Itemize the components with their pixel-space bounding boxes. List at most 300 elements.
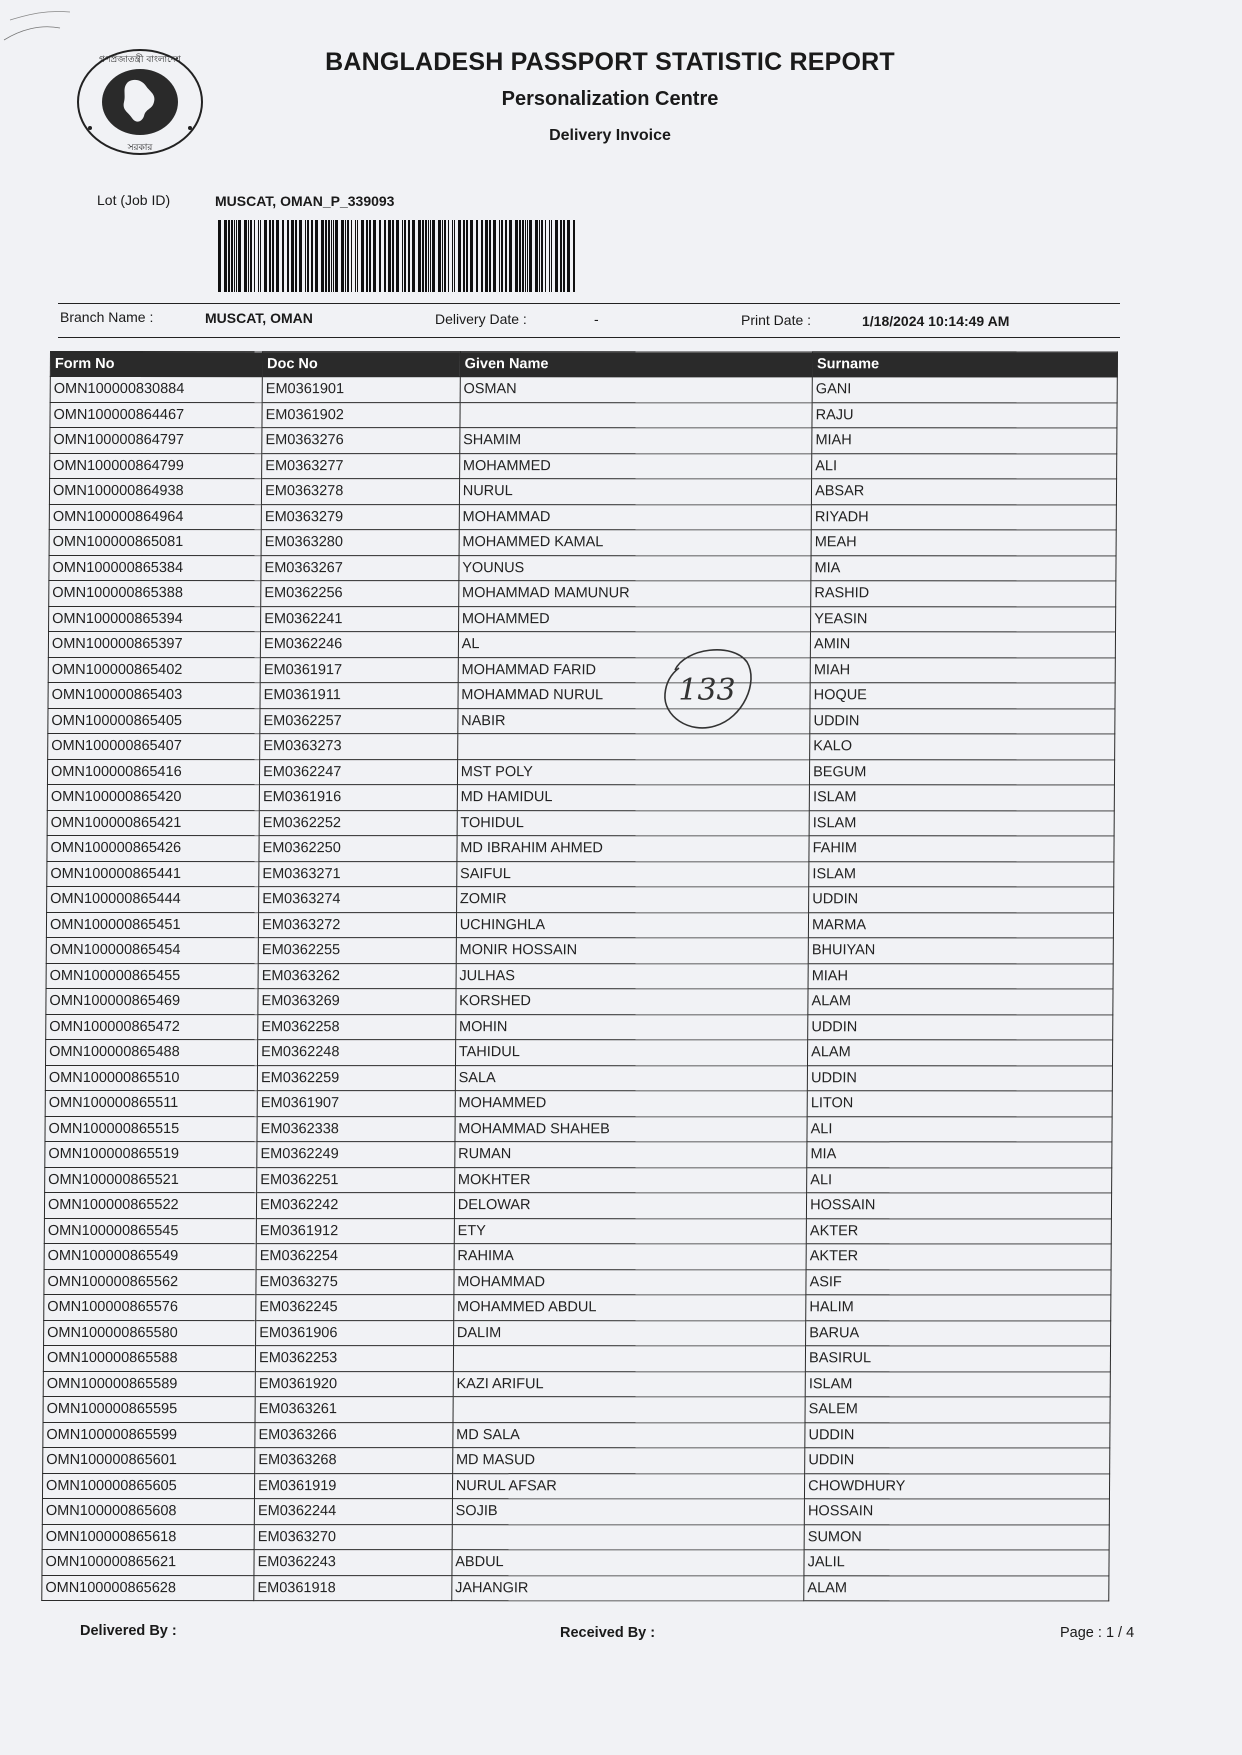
- table-row: [49, 530, 1116, 556]
- doc-no-cell: EM0363270: [254, 1524, 452, 1550]
- delivery-table: [41, 351, 1118, 1601]
- table-row: [48, 657, 1115, 683]
- table-row: [47, 887, 1114, 913]
- surname-cell: FAHIM: [809, 836, 1114, 862]
- given-name-cell: RAHIMA: [454, 1244, 807, 1270]
- given-name-cell: NURUL: [459, 479, 812, 505]
- form-no-cell: OMN100000865522: [44, 1193, 256, 1219]
- form-no-cell: OMN100000865545: [44, 1218, 256, 1244]
- table-row: [43, 1397, 1110, 1423]
- barcode-bar: [573, 220, 575, 292]
- barcode-bar: [428, 220, 429, 292]
- form-no-cell: OMN100000865601: [43, 1448, 255, 1474]
- surname-cell: UDDIN: [810, 708, 1115, 734]
- table-row: [49, 555, 1116, 581]
- table-row: [45, 1065, 1112, 1091]
- barcode-bar: [525, 220, 526, 292]
- barcode-bar: [458, 220, 461, 292]
- surname-cell: MIAH: [808, 963, 1113, 989]
- given-name-cell: KAZI ARIFUL: [453, 1371, 806, 1397]
- barcode-bar: [345, 220, 346, 292]
- surname-cell: ASIF: [806, 1269, 1111, 1295]
- barcode-bar: [287, 220, 289, 292]
- barcode-bar: [224, 220, 227, 292]
- form-no-cell: OMN100000865618: [42, 1524, 254, 1550]
- form-no-cell: OMN100000865402: [48, 657, 260, 683]
- given-name-cell: MD SALA: [453, 1422, 806, 1448]
- doc-no-cell: EM0362247: [260, 759, 458, 785]
- form-no-cell: OMN100000865469: [46, 989, 258, 1015]
- given-name-cell: SALA: [455, 1065, 808, 1091]
- doc-no-cell: EM0362255: [258, 938, 456, 964]
- barcode-bar: [501, 220, 503, 292]
- barcode-bar: [448, 220, 449, 292]
- doc-no-cell: EM0363276: [262, 428, 460, 454]
- doc-no-cell: EM0361918: [254, 1575, 452, 1601]
- form-no-cell: OMN100000865416: [47, 759, 259, 785]
- given-name-cell: MD HAMIDUL: [457, 785, 810, 811]
- table-row: [47, 836, 1114, 862]
- lot-value: MUSCAT, OMAN_P_339093: [215, 193, 395, 209]
- table-row: [50, 377, 1117, 403]
- barcode-bar: [438, 220, 441, 292]
- doc-no-cell: EM0363273: [260, 734, 458, 760]
- table-row: [50, 402, 1117, 428]
- barcode-bar: [430, 220, 431, 292]
- given-name-cell: ABDUL: [452, 1550, 805, 1576]
- barcode-bar: [291, 220, 294, 292]
- barcode-bar: [325, 220, 327, 292]
- barcode-bar: [347, 220, 349, 292]
- surname-cell: ABSAR: [812, 479, 1117, 505]
- barcode-bar: [463, 220, 465, 292]
- barcode-bar: [549, 220, 550, 292]
- table-row: [47, 810, 1114, 836]
- doc-no-cell: EM0363277: [262, 453, 460, 479]
- barcode-bar: [361, 220, 364, 292]
- doc-no-cell: EM0362338: [257, 1116, 455, 1142]
- report-title: BANGLADESH PASSPORT STATISTIC REPORT: [325, 48, 895, 76]
- form-no-cell: OMN100000865562: [44, 1269, 256, 1295]
- form-no-cell: OMN100000865472: [46, 1014, 258, 1040]
- surname-cell: UDDIN: [805, 1448, 1110, 1474]
- table-row: [45, 1167, 1112, 1193]
- doc-no-cell: EM0361907: [257, 1091, 455, 1117]
- barcode-bar: [321, 220, 324, 292]
- barcode-bar: [522, 220, 524, 292]
- given-name-cell: [457, 734, 810, 760]
- barcode-bar: [489, 220, 491, 292]
- given-name-cell: MOHAMMAD: [459, 504, 812, 530]
- form-no-cell: OMN100000865426: [47, 836, 259, 862]
- doc-no-cell: EM0361901: [262, 377, 460, 403]
- given-name-cell: JULHAS: [456, 963, 809, 989]
- table-row: [45, 1116, 1112, 1142]
- given-name-cell: NURUL AFSAR: [452, 1473, 805, 1499]
- doc-no-cell: EM0362254: [256, 1244, 454, 1270]
- given-name-cell: AL: [458, 632, 811, 658]
- table-row: [44, 1218, 1111, 1244]
- barcode-bar: [369, 220, 371, 292]
- surname-cell: BASIRUL: [805, 1346, 1110, 1372]
- form-no-cell: OMN100000865388: [49, 581, 261, 607]
- table-row: [46, 1040, 1113, 1066]
- doc-no-cell: EM0363279: [261, 504, 459, 530]
- barcode-bar: [392, 220, 394, 292]
- given-name-cell: [460, 402, 813, 428]
- barcode-bar: [476, 220, 478, 292]
- surname-cell: BARUA: [806, 1320, 1111, 1346]
- surname-cell: ALAM: [808, 989, 1113, 1015]
- delivery-date-label: Delivery Date :: [435, 311, 527, 327]
- surname-cell: YEASIN: [811, 606, 1116, 632]
- barcode-bar: [357, 220, 358, 292]
- barcode-bar: [505, 220, 507, 292]
- doc-no-cell: EM0363274: [259, 887, 457, 913]
- barcode-bar: [250, 220, 252, 292]
- doc-no-cell: EM0363269: [258, 989, 456, 1015]
- form-no-cell: OMN100000865397: [48, 632, 260, 658]
- given-name-cell: MST POLY: [457, 759, 810, 785]
- pen-scribble-decoration: [0, 0, 120, 80]
- doc-no-cell: EM0363267: [261, 555, 459, 581]
- barcode-bar: [238, 220, 241, 292]
- doc-no-cell: EM0362250: [259, 836, 457, 862]
- barcode-bar: [481, 220, 483, 292]
- barcode-bar: [560, 220, 562, 292]
- table-row: [43, 1422, 1110, 1448]
- barcode-bar: [373, 220, 376, 292]
- table-row: [42, 1575, 1109, 1601]
- form-no-cell: OMN100000865421: [47, 810, 259, 836]
- table-row: [49, 504, 1116, 530]
- form-no-cell: OMN100000865576: [44, 1295, 256, 1321]
- form-no-cell: OMN100000864799: [50, 453, 262, 479]
- barcode-bar: [541, 220, 543, 292]
- surname-cell: MIAH: [810, 657, 1115, 683]
- surname-cell: RIYADH: [811, 504, 1116, 530]
- barcode-bar: [402, 220, 403, 292]
- doc-no-cell: EM0362245: [256, 1295, 454, 1321]
- barcode-bar: [260, 220, 261, 292]
- surname-cell: ALAM: [808, 1040, 1113, 1066]
- barcode-bar: [551, 220, 552, 292]
- form-no-cell: OMN100000865405: [48, 708, 260, 734]
- print-date-value: 1/18/2024 10:14:49 AM: [862, 313, 1010, 329]
- given-name-cell: [453, 1397, 806, 1423]
- doc-no-cell: EM0363275: [256, 1269, 454, 1295]
- table-row: [49, 479, 1116, 505]
- doc-no-cell: EM0361912: [256, 1218, 454, 1244]
- doc-no-cell: EM0363272: [259, 912, 457, 938]
- form-no-cell: OMN100000865549: [44, 1244, 256, 1270]
- given-name-cell: OSMAN: [460, 377, 813, 403]
- surname-cell: HOQUE: [810, 683, 1115, 709]
- surname-cell: ISLAM: [805, 1371, 1110, 1397]
- form-no-cell: OMN100000865511: [45, 1091, 257, 1117]
- barcode-bar: [563, 220, 565, 292]
- barcode-bar: [307, 220, 309, 292]
- barcode-bar: [254, 220, 255, 292]
- given-name-cell: TAHIDUL: [455, 1040, 808, 1066]
- form-no-cell: OMN100000864797: [50, 428, 262, 454]
- surname-cell: HALIM: [806, 1295, 1111, 1321]
- given-name-cell: MOHIN: [455, 1014, 808, 1040]
- doc-no-cell: EM0363262: [258, 963, 456, 989]
- surname-cell: ALAM: [804, 1575, 1109, 1601]
- barcode-bar: [328, 220, 330, 292]
- surname-cell: MIA: [811, 555, 1116, 581]
- doc-no-cell: EM0362243: [254, 1550, 452, 1576]
- page-number: Page : 1 / 4: [1060, 1625, 1135, 1641]
- doc-no-cell: EM0361902: [262, 402, 460, 428]
- form-no-cell: OMN100000865455: [46, 963, 258, 989]
- divider: [58, 303, 1120, 304]
- handwritten-circled-note: [655, 640, 755, 740]
- barcode-bar: [418, 220, 421, 292]
- surname-cell: HOSSAIN: [804, 1499, 1109, 1525]
- delivered-by-label: Delivered By :: [80, 1623, 177, 1639]
- doc-no-cell: EM0361917: [260, 657, 458, 683]
- barcode-bar: [351, 220, 352, 292]
- surname-cell: ISLAM: [809, 810, 1114, 836]
- given-name-cell: SHAMIM: [460, 428, 813, 454]
- given-name-cell: ZOMIR: [456, 887, 809, 913]
- doc-no-cell: EM0361920: [255, 1371, 453, 1397]
- given-name-cell: MOHAMMED ABDUL: [453, 1295, 806, 1321]
- surname-cell: MARMA: [808, 912, 1113, 938]
- handwritten-note-text: 133: [678, 673, 736, 708]
- given-name-cell: TOHIDUL: [457, 810, 810, 836]
- form-no-cell: OMN100000865515: [45, 1116, 257, 1142]
- doc-no-cell: EM0362253: [255, 1346, 453, 1372]
- form-no-cell: OMN100000865621: [42, 1550, 254, 1576]
- table-row: [46, 938, 1113, 964]
- barcode-bar: [228, 220, 230, 292]
- given-name-cell: DALIM: [453, 1320, 806, 1346]
- table-header-row: [50, 352, 1117, 377]
- column-header-form-no: Form No: [50, 352, 262, 377]
- form-no-cell: OMN100000865403: [48, 683, 260, 709]
- doc-no-cell: EM0361906: [256, 1320, 454, 1346]
- document-type: Delivery Invoice: [549, 127, 671, 144]
- barcode-bar: [355, 220, 356, 292]
- table-row: [44, 1193, 1111, 1219]
- form-no-cell: OMN100000865454: [46, 938, 258, 964]
- barcode-bar: [248, 220, 249, 292]
- form-no-cell: OMN100000865580: [44, 1320, 256, 1346]
- form-no-cell: OMN100000865444: [47, 887, 259, 913]
- surname-cell: ISLAM: [809, 785, 1114, 811]
- given-name-cell: JAHANGIR: [452, 1575, 805, 1601]
- barcode-bar: [515, 220, 518, 292]
- doc-no-cell: EM0363266: [255, 1422, 453, 1448]
- barcode-bar: [264, 220, 267, 292]
- table-row: [43, 1371, 1110, 1397]
- given-name-cell: MD MASUD: [452, 1448, 805, 1474]
- form-no-cell: OMN100000865488: [46, 1040, 258, 1066]
- barcode-bar: [218, 220, 221, 292]
- barcode-bar: [545, 220, 546, 292]
- surname-cell: MIAH: [812, 428, 1117, 454]
- form-no-cell: OMN100000865441: [47, 861, 259, 887]
- barcode-bar: [519, 220, 521, 292]
- form-no-cell: OMN100000865394: [49, 606, 261, 632]
- table-row: [42, 1473, 1109, 1499]
- given-name-cell: MOHAMMAD: [454, 1269, 807, 1295]
- form-no-cell: OMN100000865521: [45, 1167, 257, 1193]
- surname-cell: ALI: [807, 1116, 1112, 1142]
- doc-no-cell: EM0362259: [257, 1065, 455, 1091]
- surname-cell: AKTER: [806, 1218, 1111, 1244]
- given-name-cell: YOUNUS: [459, 555, 812, 581]
- surname-cell: MEAH: [811, 530, 1116, 556]
- table-row: [42, 1499, 1109, 1525]
- barcode-bar: [555, 220, 558, 292]
- barcode-bar: [535, 220, 538, 292]
- table-row: [44, 1269, 1111, 1295]
- barcode-bar: [366, 220, 368, 292]
- barcode-bar: [311, 220, 313, 292]
- delivery-date-value: -: [594, 311, 599, 327]
- table-row: [49, 606, 1116, 632]
- given-name-cell: MOHAMMED: [455, 1091, 808, 1117]
- surname-cell: SALEM: [805, 1397, 1110, 1423]
- given-name-cell: MOHAMMAD SHAHEB: [455, 1116, 808, 1142]
- barcode-bar: [331, 220, 332, 292]
- given-name-cell: MOHAMMED: [458, 606, 811, 632]
- surname-cell: BHUIYAN: [808, 938, 1113, 964]
- table-row: [47, 759, 1114, 785]
- barcode-bar: [425, 220, 427, 292]
- surname-cell: UDDIN: [809, 887, 1114, 913]
- doc-no-cell: EM0363268: [255, 1448, 453, 1474]
- form-no-cell: OMN100000865589: [43, 1371, 255, 1397]
- given-name-cell: RUMAN: [455, 1142, 808, 1168]
- table-row: [47, 861, 1114, 887]
- table-row: [48, 632, 1115, 658]
- table-row: [49, 581, 1116, 607]
- barcode-bar: [422, 220, 424, 292]
- barcode-bar: [509, 220, 512, 292]
- column-header-given-name: Given Name: [460, 352, 813, 377]
- table-row: [42, 1550, 1109, 1576]
- given-name-cell: SOJIB: [452, 1499, 805, 1525]
- lot-label: Lot (Job ID): [97, 192, 171, 208]
- table-row: [48, 708, 1115, 734]
- doc-no-cell: EM0362248: [258, 1040, 456, 1066]
- given-name-cell: SAIFUL: [457, 861, 810, 887]
- given-name-cell: MOHAMMAD FARID: [458, 657, 811, 683]
- surname-cell: UDDIN: [807, 1065, 1112, 1091]
- form-no-cell: OMN100000865628: [42, 1575, 254, 1601]
- surname-cell: ALI: [812, 453, 1117, 479]
- print-date-label: Print Date :: [741, 312, 812, 328]
- barcode-bar: [236, 220, 237, 292]
- given-name-cell: [452, 1524, 805, 1550]
- surname-cell: LITON: [807, 1091, 1112, 1117]
- barcode-bar: [404, 220, 406, 292]
- barcode-bar: [567, 220, 570, 292]
- doc-no-cell: EM0362257: [260, 708, 458, 734]
- barcode-bar: [299, 220, 302, 292]
- svg-text:গণপ্রজাতন্ত্রী বাংলাদেশ: গণপ্রজাতন্ত্রী বাংলাদেশ: [99, 55, 181, 65]
- surname-cell: AKTER: [806, 1244, 1111, 1270]
- surname-cell: UDDIN: [808, 1014, 1113, 1040]
- given-name-cell: MOHAMMAD NURUL: [458, 683, 811, 709]
- doc-no-cell: EM0362242: [257, 1193, 455, 1219]
- surname-cell: CHOWDHURY: [805, 1473, 1110, 1499]
- given-name-cell: MONIR HOSSAIN: [456, 938, 809, 964]
- table-row: [46, 1014, 1113, 1040]
- given-name-cell: MD IBRAHIM AHMED: [457, 836, 810, 862]
- form-no-cell: OMN100000864467: [50, 402, 262, 428]
- barcode-bar: [335, 220, 338, 292]
- given-name-cell: UCHINGHLA: [456, 912, 809, 938]
- table-row: [45, 1091, 1112, 1117]
- svg-text:সরকার: সরকার: [127, 143, 153, 153]
- surname-cell: KALO: [810, 734, 1115, 760]
- barcode-bar: [295, 220, 297, 292]
- given-name-cell: DELOWAR: [454, 1193, 807, 1219]
- table-row: [44, 1295, 1111, 1321]
- column-header-doc-no: Doc No: [262, 352, 460, 377]
- table-row: [48, 734, 1115, 760]
- form-no-cell: OMN100000865384: [49, 555, 261, 581]
- table-row: [50, 453, 1117, 479]
- barcode-bar: [539, 220, 540, 292]
- barcode-bar: [444, 220, 446, 292]
- form-no-cell: OMN100000865595: [43, 1397, 255, 1423]
- given-name-cell: KORSHED: [456, 989, 809, 1015]
- doc-no-cell: EM0361919: [255, 1473, 453, 1499]
- report-subtitle: Personalization Centre: [501, 88, 719, 110]
- received-by-label: Received By :: [560, 1625, 656, 1641]
- surname-cell: RASHID: [811, 581, 1116, 607]
- doc-no-cell: EM0362241: [261, 606, 459, 632]
- form-no-cell: OMN100000865407: [48, 734, 260, 760]
- barcode-bar: [315, 220, 318, 292]
- doc-no-cell: EM0362249: [257, 1142, 455, 1168]
- doc-no-cell: EM0361916: [259, 785, 457, 811]
- surname-cell: BEGUM: [810, 759, 1115, 785]
- given-name-cell: NABIR: [458, 708, 811, 734]
- surname-cell: AMIN: [810, 632, 1115, 658]
- table-row: [43, 1448, 1110, 1474]
- doc-no-cell: EM0363271: [259, 861, 457, 887]
- divider: [58, 337, 1120, 338]
- table-row: [48, 683, 1115, 709]
- given-name-cell: MOHAMMED KAMAL: [459, 530, 812, 556]
- surname-cell: SUMON: [804, 1524, 1109, 1550]
- barcode-bar: [485, 220, 488, 292]
- barcode-bar: [341, 220, 344, 292]
- barcode-bar: [408, 220, 410, 292]
- form-no-cell: OMN100000865420: [47, 785, 259, 811]
- table-row: [50, 428, 1117, 454]
- given-name-cell: ETY: [454, 1218, 807, 1244]
- doc-no-cell: EM0362258: [258, 1014, 456, 1040]
- barcode-bar: [282, 220, 284, 292]
- given-name-cell: [453, 1346, 806, 1372]
- doc-no-cell: EM0363280: [261, 530, 459, 556]
- doc-no-cell: EM0363261: [255, 1397, 453, 1423]
- barcode-bar: [527, 220, 528, 292]
- table-row: [43, 1346, 1110, 1372]
- form-no-cell: OMN100000864938: [49, 479, 261, 505]
- surname-cell: HOSSAIN: [807, 1193, 1112, 1219]
- given-name-cell: MOHAMMED: [459, 453, 812, 479]
